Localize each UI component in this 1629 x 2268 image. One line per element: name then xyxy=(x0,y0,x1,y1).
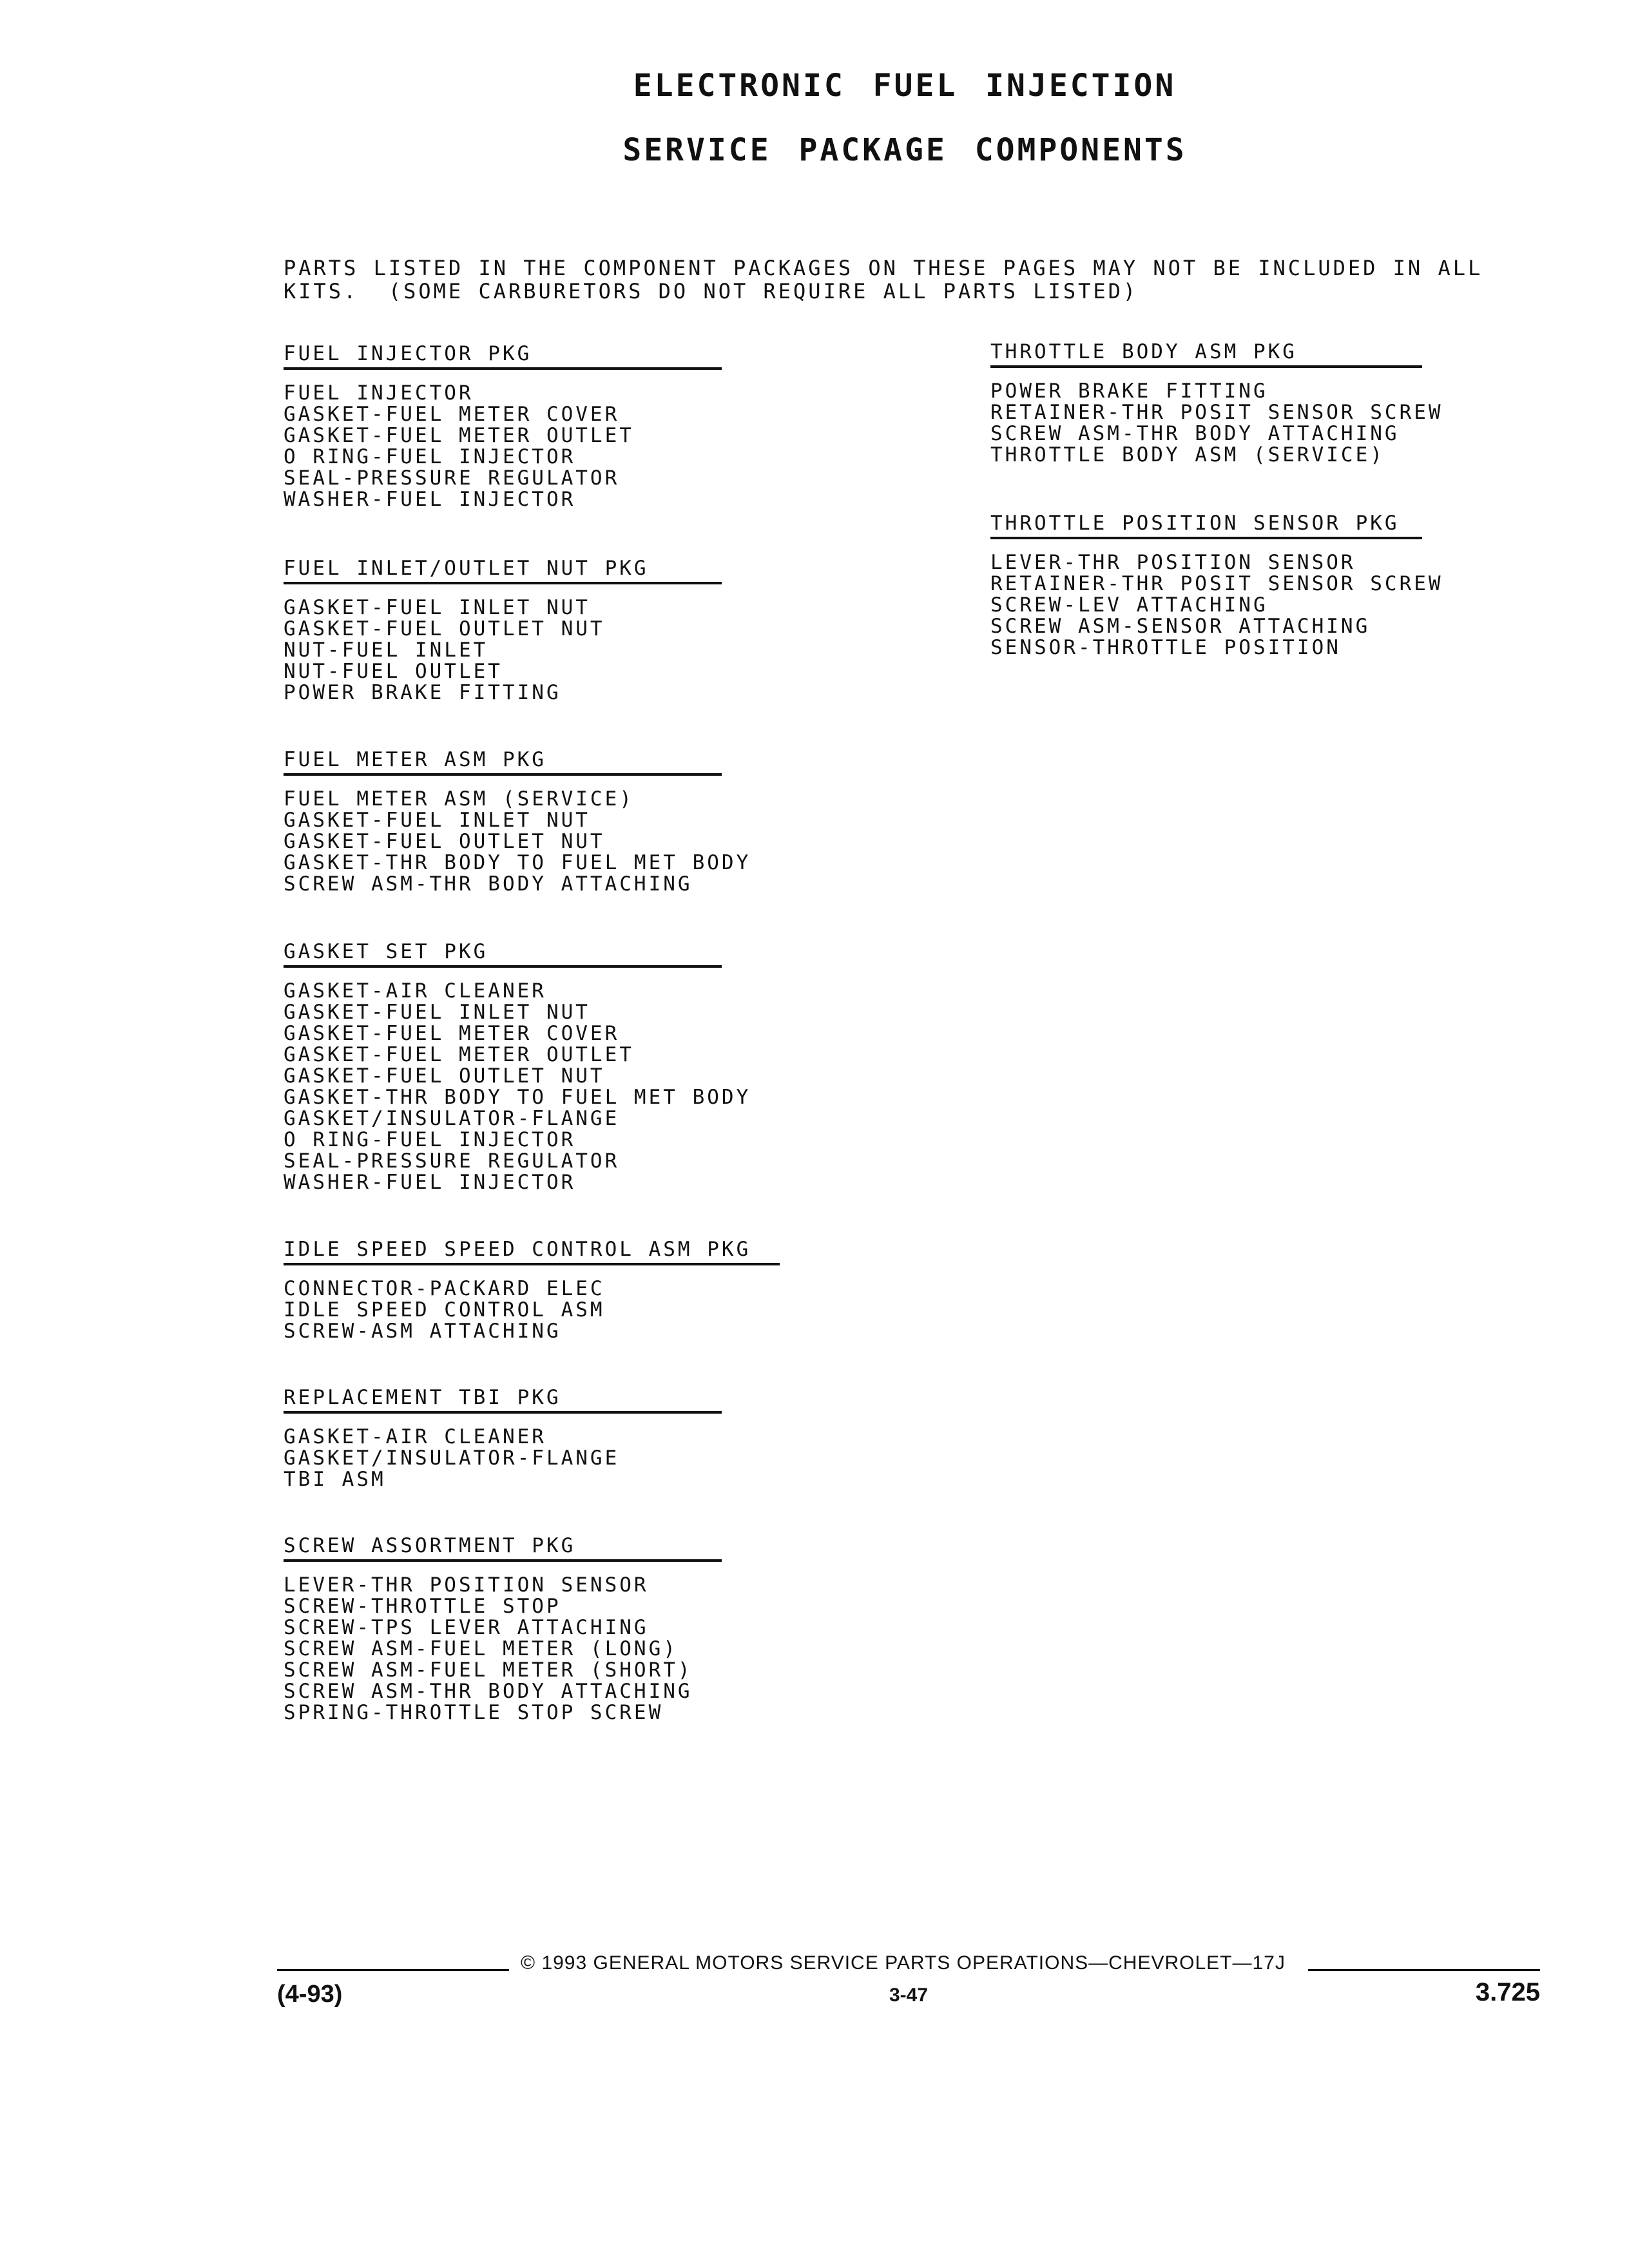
section-throttle-position-sensor-pkg xyxy=(990,511,1443,658)
part-item: SCREW-TPS LEVER ATTACHING xyxy=(284,1616,649,1639)
part-item: SCREW ASM-THR BODY ATTACHING xyxy=(990,422,1400,445)
part-item: GASKET/INSULATOR-FLANGE xyxy=(284,1107,620,1130)
part-item: O RING-FUEL INJECTOR xyxy=(284,1128,576,1151)
part-item: SCREW ASM-THR BODY ATTACHING xyxy=(284,872,693,896)
section-heading: FUEL METER ASM PKG xyxy=(284,747,722,776)
part-item: GASKET-FUEL OUTLET NUT xyxy=(284,830,605,853)
parts-list xyxy=(284,1575,722,1724)
section-idle-speed-control-asm-pkg xyxy=(284,1237,780,1342)
part-item: SCREW-LEV ATTACHING xyxy=(990,593,1268,617)
part-item: GASKET-THR BODY TO FUEL MET BODY xyxy=(284,851,751,874)
part-item: FUEL METER ASM (SERVICE) xyxy=(284,787,634,811)
part-item: RETAINER-THR POSIT SENSOR SCREW xyxy=(990,572,1443,595)
section-heading: THROTTLE BODY ASM PKG xyxy=(990,340,1422,368)
part-item: THROTTLE BODY ASM (SERVICE) xyxy=(990,443,1385,466)
parts-list xyxy=(284,789,751,895)
section-heading: GASKET SET PKG xyxy=(284,939,722,968)
page-number: 3-47 xyxy=(889,1984,929,2006)
section-heading: FUEL INJECTOR PKG xyxy=(284,341,722,370)
part-item: GASKET-FUEL METER COVER xyxy=(284,403,620,426)
part-item: GASKET-FUEL METER COVER xyxy=(284,1022,620,1045)
part-item: FUEL INJECTOR xyxy=(284,381,474,405)
section-code: 3.725 xyxy=(1475,1978,1540,2006)
part-item: GASKET-AIR CLEANER xyxy=(284,979,546,1003)
parts-list xyxy=(284,383,722,510)
part-item: NUT-FUEL OUTLET xyxy=(284,660,503,683)
copyright-line: © 1993 GENERAL MOTORS SERVICE PARTS OPERATIONS—CHEVROLET—17J xyxy=(521,1952,1286,1974)
part-item: SCREW-THROTTLE STOP xyxy=(284,1595,561,1618)
parts-list xyxy=(990,552,1443,658)
section-fuel-inlet-outlet-nut-pkg xyxy=(284,556,722,704)
part-item: GASKET-FUEL OUTLET NUT xyxy=(284,617,605,640)
part-item: WASHER-FUEL INJECTOR xyxy=(284,488,576,511)
parts-list xyxy=(284,597,722,704)
part-item: SCREW ASM-FUEL METER (SHORT) xyxy=(284,1658,693,1682)
part-item: TBI ASM xyxy=(284,1468,386,1491)
document-title-line1: ELECTRONIC FUEL INJECTION xyxy=(633,68,1177,104)
part-item: LEVER-THR POSITION SENSOR xyxy=(284,1573,649,1597)
part-item: GASKET-FUEL INLET NUT xyxy=(284,596,590,619)
part-item: LEVER-THR POSITION SENSOR xyxy=(990,551,1356,574)
part-item: SCREW ASM-THR BODY ATTACHING xyxy=(284,1680,693,1703)
section-heading: IDLE SPEED SPEED CONTROL ASM PKG xyxy=(284,1237,780,1265)
parts-list xyxy=(284,981,751,1193)
part-item: WASHER-FUEL INJECTOR xyxy=(284,1171,576,1194)
section-throttle-body-asm-pkg xyxy=(990,340,1443,466)
part-item: GASKET-FUEL INLET NUT xyxy=(284,809,590,832)
parts-notice: PARTS LISTED IN THE COMPONENT PACKAGES ON THESE PAGES MAY NOT BE INCLUDED IN ALL KITS. (SOME CARBURETORS DO NOT REQUIRE ALL PARTS LISTED) xyxy=(284,256,1483,303)
part-item: GASKET-FUEL OUTLET NUT xyxy=(284,1064,605,1088)
footer-rule-right xyxy=(1308,1969,1540,1971)
part-item: CONNECTOR-PACKARD ELEC xyxy=(284,1277,605,1300)
part-item: GASKET-FUEL INLET NUT xyxy=(284,1001,590,1024)
part-item: SEAL-PRESSURE REGULATOR xyxy=(284,1149,620,1173)
section-heading: THROTTLE POSITION SENSOR PKG xyxy=(990,511,1422,539)
part-item: GASKET-THR BODY TO FUEL MET BODY xyxy=(284,1086,751,1109)
section-fuel-meter-asm-pkg xyxy=(284,747,751,895)
section-heading: SCREW ASSORTMENT PKG xyxy=(284,1533,722,1562)
parts-list xyxy=(284,1278,780,1342)
revision-date: (4-93) xyxy=(277,1981,343,2008)
part-item: SCREW ASM-SENSOR ATTACHING xyxy=(990,615,1371,638)
section-replacement-tbi-pkg xyxy=(284,1385,722,1490)
part-item: GASKET-FUEL METER OUTLET xyxy=(284,424,634,447)
part-item: SCREW ASM-FUEL METER (LONG) xyxy=(284,1637,678,1660)
part-item: GASKET-FUEL METER OUTLET xyxy=(284,1043,634,1066)
part-item: IDLE SPEED CONTROL ASM xyxy=(284,1298,605,1321)
document-title-line2: SERVICE PACKAGE COMPONENTS xyxy=(622,132,1187,168)
part-item: O RING-FUEL INJECTOR xyxy=(284,445,576,468)
page-footer xyxy=(277,1952,1540,2017)
part-item: SEAL-PRESSURE REGULATOR xyxy=(284,466,620,490)
part-item: RETAINER-THR POSIT SENSOR SCREW xyxy=(990,401,1443,424)
part-item: NUT-FUEL INLET xyxy=(284,639,488,662)
part-item: SENSOR-THROTTLE POSITION xyxy=(990,636,1341,659)
part-item: POWER BRAKE FITTING xyxy=(284,681,561,704)
part-item: GASKET-AIR CLEANER xyxy=(284,1425,546,1448)
section-gasket-set-pkg xyxy=(284,939,751,1193)
parts-list xyxy=(284,1427,722,1490)
part-item: POWER BRAKE FITTING xyxy=(990,380,1268,403)
part-item: SCREW-ASM ATTACHING xyxy=(284,1320,561,1343)
section-fuel-injector-pkg xyxy=(284,341,722,510)
section-heading: FUEL INLET/OUTLET NUT PKG xyxy=(284,556,722,584)
part-item: SPRING-THROTTLE STOP SCREW xyxy=(284,1701,664,1724)
parts-list xyxy=(990,381,1443,466)
footer-rule-left xyxy=(277,1969,509,1971)
part-item: GASKET/INSULATOR-FLANGE xyxy=(284,1446,620,1470)
section-heading: REPLACEMENT TBI PKG xyxy=(284,1385,722,1414)
section-screw-assortment-pkg xyxy=(284,1533,722,1724)
